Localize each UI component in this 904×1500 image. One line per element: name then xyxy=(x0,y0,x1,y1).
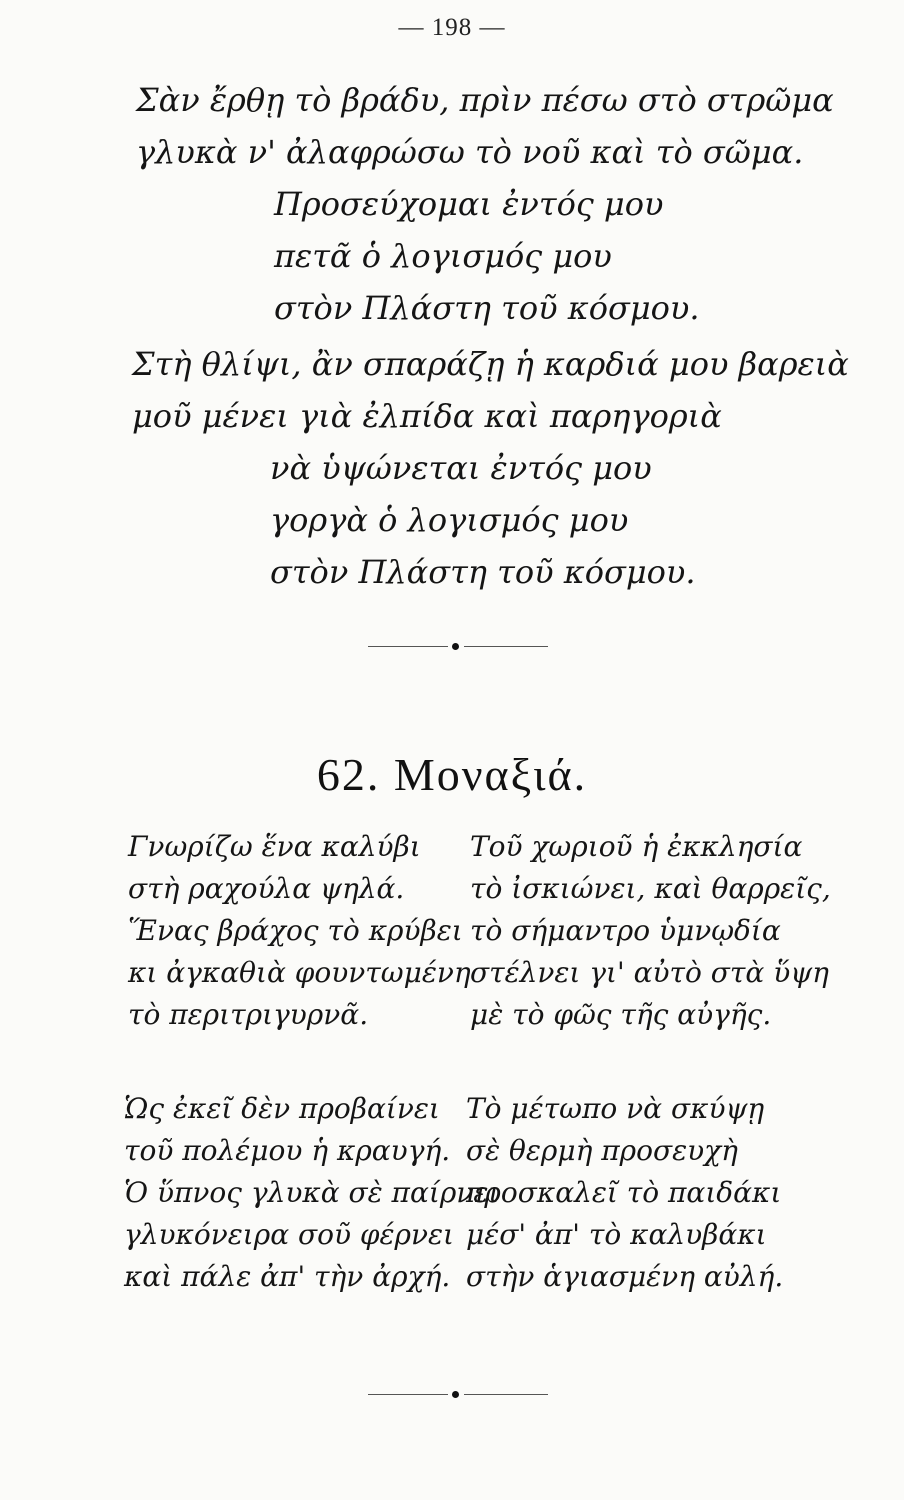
verse-line: μέσ' ἀπ' τὸ καλυβάκι xyxy=(466,1218,767,1251)
stanza xyxy=(136,74,834,334)
verse-line: νὰ ὑψώνεται ἐντός μου xyxy=(270,449,652,487)
verse-line: τὸ περιτριγυρνᾶ. xyxy=(128,998,369,1031)
verse-line: στὴν ἁγιασμένη αὐλή. xyxy=(466,1260,784,1293)
verse-line: τὸ ἰσκιώνει, καὶ θαρρεῖς, xyxy=(470,872,831,905)
verse-line: γλυκόνειρα σοῦ φέρνει xyxy=(124,1218,455,1251)
verse-line: μοῦ μένει γιὰ ἐλπίδα καὶ παρηγοριὰ xyxy=(132,397,722,435)
verse-line: τοῦ πολέμου ἡ κραυγή. xyxy=(124,1134,451,1167)
verse-line: γλυκὰ ν' ἀλαφρώσω τὸ νοῦ καὶ τὸ σῶμα. xyxy=(136,133,804,171)
verse-line: Ὡς ἐκεῖ δὲν προβαίνει xyxy=(124,1092,440,1125)
divider-dot xyxy=(452,1391,459,1398)
verse-line: στέλνει γι' αὐτὸ στὰ ὕψη xyxy=(470,956,829,989)
poem-stanza xyxy=(124,1088,499,1298)
verse-line: στὸν Πλάστη τοῦ κόσμου. xyxy=(274,289,700,327)
section-divider-ornament xyxy=(368,1390,548,1400)
verse-line: τὸ σήμαντρο ὑμνῳδία xyxy=(470,914,781,947)
verse-line: κι ἀγκαθιὰ φουντωμένη xyxy=(128,956,471,989)
poem-stanza xyxy=(466,1088,783,1298)
verse-line: Σὰν ἔρθῃ τὸ βράδυ, πρὶν πέσω στὸ στρῶμα xyxy=(136,81,834,119)
verse-line: Ἕνας βράχος τὸ κρύβει xyxy=(128,914,463,947)
verse-line: Προσεύχομαι ἐντός μου xyxy=(274,185,664,223)
verse-line: σὲ θερμὴ προσευχὴ xyxy=(466,1134,738,1167)
page-number: — 198 — xyxy=(398,14,506,41)
verse-line: Ὁ ὕπνος γλυκὰ σὲ παίρνει xyxy=(124,1176,500,1209)
verse-line: Γνωρίζω ἕνα καλύβι xyxy=(128,830,421,863)
divider-rule xyxy=(368,646,448,647)
verse-line: γοργὰ ὁ λογισμός μου xyxy=(270,501,629,539)
poem-stanza xyxy=(128,826,471,1036)
poem-stanza xyxy=(470,826,831,1036)
divider-rule xyxy=(464,646,548,647)
verse-line: καὶ πάλε ἀπ' τὴν ἀρχή. xyxy=(124,1260,451,1293)
divider-dot xyxy=(452,643,459,650)
verse-line: στὸν Πλάστη τοῦ κόσμου. xyxy=(270,553,696,591)
divider-rule xyxy=(368,1394,448,1395)
divider-rule xyxy=(464,1394,548,1395)
poem-title: 62. Μοναξιά. xyxy=(316,749,588,800)
verse-line: Τοῦ χωριοῦ ἡ ἐκκλησία xyxy=(470,830,803,863)
verse-line: προσκαλεῖ τὸ παιδάκι xyxy=(466,1176,782,1209)
verse-line: Στὴ θλίψι, ἂν σπαράζῃ ἡ καρδιά μου βαρειὰ xyxy=(132,345,849,383)
verse-line: Τὸ μέτωπο νὰ σκύψῃ xyxy=(466,1092,765,1125)
section-divider-ornament xyxy=(368,642,548,652)
stanza xyxy=(132,338,849,598)
verse-line: μὲ τὸ φῶς τῆς αὐγῆς. xyxy=(470,998,772,1031)
verse-line: πετᾶ ὁ λογισμός μου xyxy=(274,237,612,275)
verse-line: στὴ ραχούλα ψηλά. xyxy=(128,872,405,905)
